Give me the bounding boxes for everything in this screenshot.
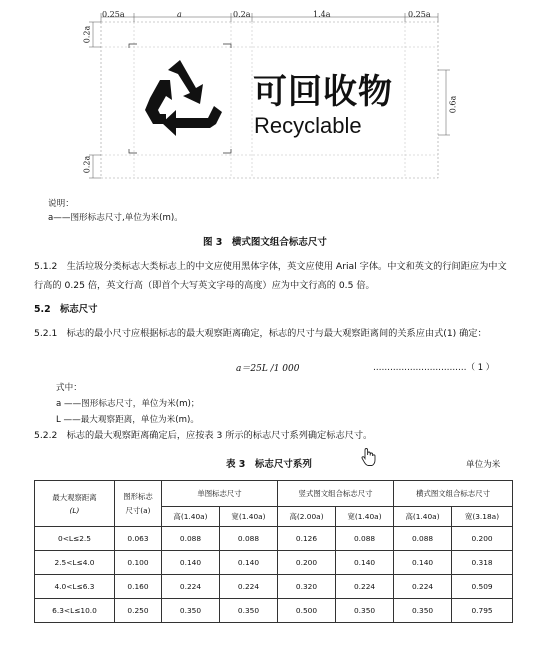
dim-label: 0.25a <box>102 10 125 19</box>
header-vertical: 竖式图文组合标志尺寸 <box>278 481 394 507</box>
table-cell: 0.200 <box>452 527 513 551</box>
where-a: a ——图形标志尺寸，单位为米(m)； <box>56 399 200 409</box>
header-distance: 最大观察距离 (L) <box>35 481 115 527</box>
note-a: a——图形标志尺寸,单位为米(m)。 <box>48 213 183 223</box>
note-label: 说明： <box>48 199 74 209</box>
paragraph-5-1-2: 5.1.2 生活垃圾分类标志大类标志上的中文应使用黑体字体，英文应使用 Arial 字体。中文和英文的行间距应为中文行高的 0.25 倍，英文行高（即首个大写英文字母的高度）应为中文行高的 0.5 倍。 <box>34 261 507 291</box>
table-cell: 0.350 <box>220 599 278 623</box>
hand-cursor-icon <box>360 447 378 471</box>
table-cell: 0.500 <box>278 599 336 623</box>
formula: a＝25L /1 000 <box>236 364 300 374</box>
dim-label: 0.25a <box>408 10 431 19</box>
table-row <box>35 599 513 623</box>
table-cell: 0.509 <box>452 575 513 599</box>
table-cell: 0.224 <box>220 575 278 599</box>
table-cell: 0.350 <box>162 599 220 623</box>
table-cell: 2.5<L≤4.0 <box>35 551 115 575</box>
section-heading-5-2: 5.2 标志尺寸 <box>34 304 98 315</box>
table-unit: 单位为米 <box>466 460 501 470</box>
table-row <box>35 575 513 599</box>
header-sub: 高(1.40a) <box>394 507 452 527</box>
header-sub: 宽(1.40a) <box>220 507 278 527</box>
dim-label: 0.2a <box>82 25 92 44</box>
table-cell: 0.224 <box>394 575 452 599</box>
figure-caption: 图 3 横式图文组合标志尺寸 <box>203 237 327 248</box>
header-size: 图形标志 尺寸(a) <box>115 481 162 527</box>
dim-label: 0.2a <box>82 155 92 174</box>
table-cell: 0.063 <box>115 527 162 551</box>
where-label: 式中： <box>56 383 82 393</box>
where-L: L ——最大观察距离，单位为米(m)。 <box>56 415 199 425</box>
table-cell: 0.088 <box>336 527 394 551</box>
dim-label: a <box>177 10 182 19</box>
figure-3 <box>0 0 540 248</box>
table-cell: 0.140 <box>162 551 220 575</box>
header-sub: 宽(1.40a) <box>336 507 394 527</box>
label-chinese: 可回收物 <box>253 72 393 112</box>
table-cell: 0.140 <box>394 551 452 575</box>
table-cell: 0.795 <box>452 599 513 623</box>
table-cell: 0.200 <box>278 551 336 575</box>
table-cell: 0.350 <box>336 599 394 623</box>
table-cell: 0<L≤2.5 <box>35 527 115 551</box>
table-row <box>35 551 513 575</box>
dim-label: 0.2a <box>233 10 251 19</box>
header-sub: 宽(3.18a) <box>452 507 513 527</box>
dim-label: 1.4a <box>313 10 331 19</box>
table-cell: 0.350 <box>394 599 452 623</box>
dim-label: 0.6a <box>448 95 458 114</box>
table-cell: 0.126 <box>278 527 336 551</box>
header-sub: 高(1.40a) <box>162 507 220 527</box>
header-single: 单图标志尺寸 <box>162 481 278 507</box>
table-cell: 0.224 <box>336 575 394 599</box>
recycle-icon <box>145 60 222 136</box>
size-table <box>34 480 513 623</box>
table-row <box>35 527 513 551</box>
table-cell: 0.088 <box>394 527 452 551</box>
table-cell: 0.318 <box>452 551 513 575</box>
header-sub: 高(2.00a) <box>278 507 336 527</box>
table-cell: 0.088 <box>162 527 220 551</box>
table-cell: 0.100 <box>115 551 162 575</box>
formula-number: ……………………………（ 1 ） <box>373 363 495 373</box>
table-cell: 0.320 <box>278 575 336 599</box>
paragraph-5-2-2: 5.2.2 标志的最大观察距离确定后，应按表 3 所示的标志尺寸系列确定标志尺寸。 <box>34 430 373 441</box>
table-cell: 0.140 <box>220 551 278 575</box>
table-cell: 6.3<L≤10.0 <box>35 599 115 623</box>
table-cell: 0.140 <box>336 551 394 575</box>
table-cell: 0.250 <box>115 599 162 623</box>
table-caption: 表 3 标志尺寸系列 <box>226 459 312 470</box>
table-cell: 0.224 <box>162 575 220 599</box>
label-english: Recyclable <box>254 113 362 138</box>
table-cell: 0.160 <box>115 575 162 599</box>
table-cell: 0.088 <box>220 527 278 551</box>
table-cell: 4.0<L≤6.3 <box>35 575 115 599</box>
header-horizontal: 横式图文组合标志尺寸 <box>394 481 513 507</box>
paragraph-5-2-1: 5.2.1 标志的最小尺寸应根据标志的最大观察距离确定，标志的尺寸与最大观察距离间的关系应由式(1) 确定： <box>34 328 487 339</box>
